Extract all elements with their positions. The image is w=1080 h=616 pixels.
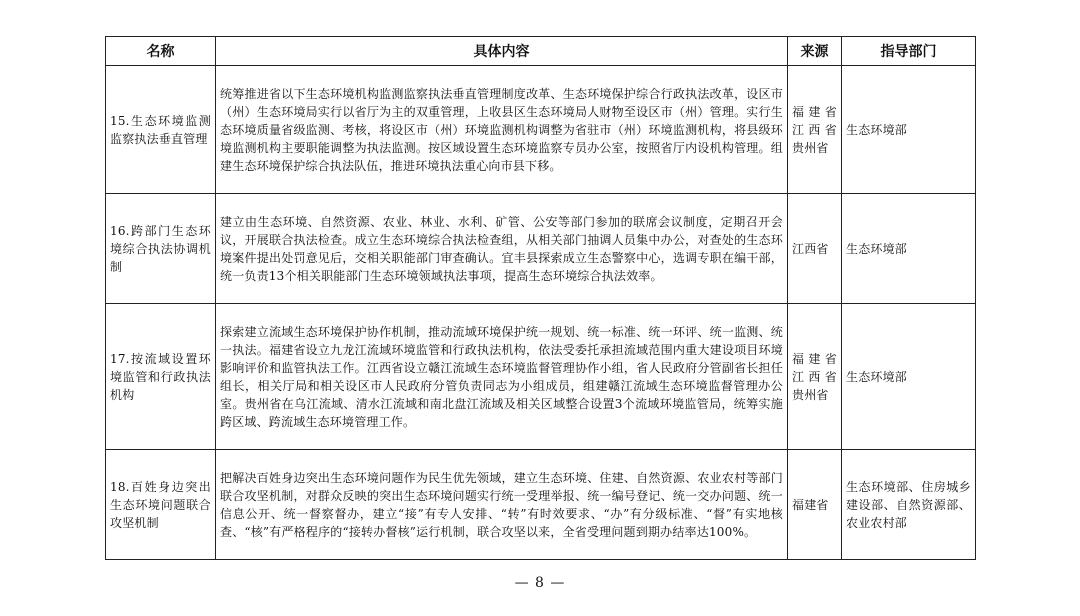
policy-table bbox=[105, 36, 976, 560]
row-dept: 生态环境部 bbox=[842, 194, 976, 304]
row-source: 福建省江西省贵州省 bbox=[788, 304, 842, 450]
row-name: 17.按流域设置环境监管和行政执法机构 bbox=[106, 304, 216, 450]
row-name: 15.生态环境监测监察执法垂直管理 bbox=[106, 66, 216, 194]
row-content: 建立由生态环境、自然资源、农业、林业、水利、矿管、公安等部门参加的联席会议制度，定期召开会议，开展联合执法检查。成立生态环境综合执法检查组，从相关部门抽调人员集中办公，对查处的生态环境案件提出处罚意见后，交相关职能部门审查确认。宜丰县探索成立生态警察中心，选调专职在编干部，统一负责13个相关职能部门生态环境领域执法事项，提高生态环境综合执法效率。 bbox=[216, 194, 788, 304]
page-number: — 8 — bbox=[514, 575, 566, 591]
row-dept: 生态环境部 bbox=[842, 304, 976, 450]
row-dept: 生态环境部 bbox=[842, 66, 976, 194]
row-source: 福建省江西省贵州省 bbox=[788, 66, 842, 194]
row-source: 福建省 bbox=[788, 450, 842, 560]
row-content: 把解决百姓身边突出生态环境问题作为民生优先领域，建立生态环境、住建、自然资源、农业农村等部门联合攻坚机制，对群众反映的突出生态环境问题实行统一受理举报、统一编号登记、统一交办问题、统一信息公开、统一督察督办，建立“接”有专人安排、“转”有时效要求、“办”有分级标准、“督”有实地核查、“核”有严格程序的“接转办督核”运行机制，联合攻坚以来，全省受理问题到期办结率达100%。 bbox=[216, 450, 788, 560]
header-content: 具体内容 bbox=[216, 37, 788, 66]
row-source: 江西省 bbox=[788, 194, 842, 304]
row-name: 16.跨部门生态环境综合执法协调机制 bbox=[106, 194, 216, 304]
row-content: 探索建立流域生态环境保护协作机制，推动流域环境保护统一规划、统一标准、统一环评、统一监测、统一执法。福建省设立九龙江流域环境监管和行政执法机构，依法受委托承担流域范围内重大建设项目环境影响评价和监管执法工作。江西省设立赣江流域生态环境监督管理协作小组，省人民政府分管副省长担任组长，相关厅局和相关设区市人民政府分管负责同志为小组成员，组建赣江流域生态环境监督管理办公室。贵州省在乌江流域、清水江流域和南北盘江流域及相关区域整合设置3个流域环境监管局，统筹实施跨区域、跨流域生态环境管理工作。 bbox=[216, 304, 788, 450]
table-row bbox=[106, 66, 976, 194]
row-dept: 生态环境部、住房城乡建设部、自然资源部、农业农村部 bbox=[842, 450, 976, 560]
header-source: 来源 bbox=[788, 37, 842, 66]
table-header-row bbox=[106, 37, 976, 66]
table-row bbox=[106, 304, 976, 450]
header-dept: 指导部门 bbox=[842, 37, 976, 66]
table-row bbox=[106, 194, 976, 304]
row-content: 统筹推进省以下生态环境机构监测监察执法垂直管理制度改革、生态环境保护综合行政执法改革，设区市（州）生态环境局实行以省厅为主的双重管理，上收县区生态环境局人财物至设区市（州）管理。实行生态环境质量省级监测、考核，将设区市（州）环境监测机构调整为省驻市（州）环境监测机构，将县级环境监测机构主要职能调整为执法监测。按区域设置生态环境监察专员办公室，按照省厅内设机构管理。组建生态环境保护综合执法队伍，推进环境执法重心向市县下移。 bbox=[216, 66, 788, 194]
row-name: 18.百姓身边突出生态环境问题联合攻坚机制 bbox=[106, 450, 216, 560]
header-name: 名称 bbox=[106, 37, 216, 66]
table-row bbox=[106, 450, 976, 560]
